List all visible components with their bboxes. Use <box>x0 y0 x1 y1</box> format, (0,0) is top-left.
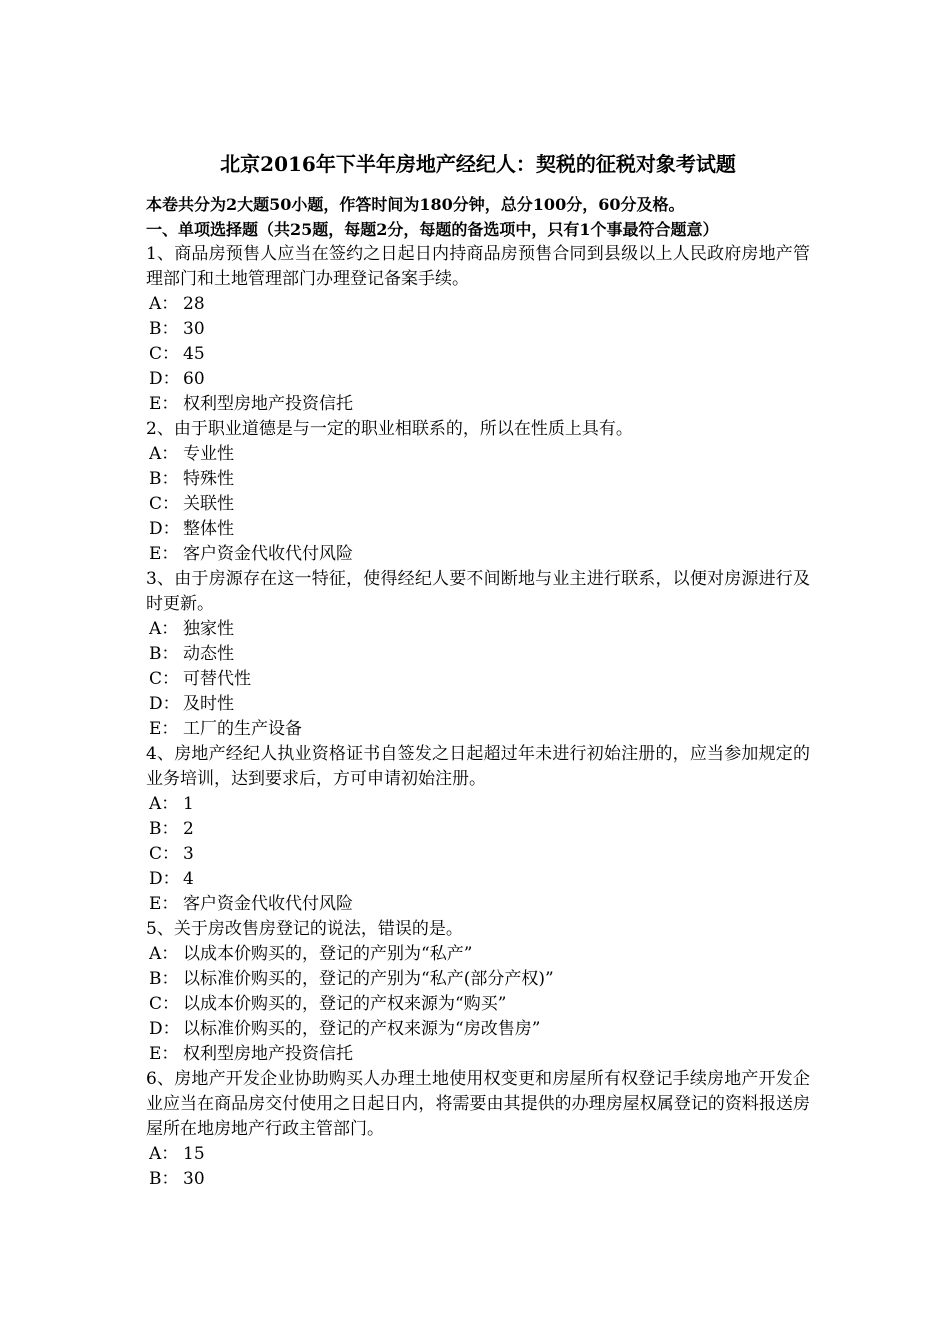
answer-option <box>146 317 810 342</box>
answer-option <box>146 442 810 467</box>
answer-option <box>146 642 810 667</box>
answer-option <box>146 367 810 392</box>
option-text: 1 <box>183 794 194 814</box>
option-letter: C： <box>149 669 180 689</box>
answer-option <box>146 1042 810 1067</box>
option-letter: A： <box>149 944 179 964</box>
option-text: 以标准价购买的，登记的产别为“私产(部分产权)” <box>183 969 554 989</box>
option-letter: C： <box>149 994 180 1014</box>
answer-option <box>146 617 810 642</box>
option-text: 28 <box>183 294 205 314</box>
option-letter: B： <box>149 1169 179 1189</box>
question-stem: 3、由于房源存在这一特征，使得经纪人要不间断地与业主进行联系，以便对房源进行及时更新。 <box>146 569 810 614</box>
option-letter: E： <box>149 894 179 914</box>
answer-option <box>146 992 810 1017</box>
option-text: 工厂的生产设备 <box>183 719 302 739</box>
answer-option <box>146 967 810 992</box>
option-text: 3 <box>183 844 194 864</box>
option-letter: E： <box>149 719 179 739</box>
answer-option <box>146 867 810 892</box>
option-text: 15 <box>183 1144 205 1164</box>
option-letter: B： <box>149 644 179 664</box>
answer-option <box>146 467 810 492</box>
option-text: 动态性 <box>183 644 234 664</box>
answer-option <box>146 542 810 567</box>
question-item <box>146 1067 810 1192</box>
option-text: 权利型房地产投资信托 <box>183 394 353 414</box>
option-text: 4 <box>183 869 194 889</box>
option-text: 独家性 <box>183 619 234 639</box>
option-text: 客户资金代收代付风险 <box>183 894 353 914</box>
question-item <box>146 917 810 1067</box>
option-letter: B： <box>149 819 179 839</box>
option-letter: C： <box>149 494 180 514</box>
option-letter: D： <box>149 694 180 714</box>
question-item <box>146 567 810 742</box>
option-text: 整体性 <box>183 519 234 539</box>
option-text: 及时性 <box>183 694 234 714</box>
answer-option <box>146 392 810 417</box>
option-letter: D： <box>149 1019 180 1039</box>
option-text: 专业性 <box>183 444 234 464</box>
document-page <box>146 150 810 1192</box>
option-text: 45 <box>183 344 205 364</box>
question-stem: 1、商品房预售人应当在签约之日起日内持商品房预售合同到县级以上人民政府房地产管理部门和土地管理部门办理登记备案手续。 <box>146 244 810 289</box>
answer-option <box>146 942 810 967</box>
question-list <box>146 242 810 1192</box>
option-letter: B： <box>149 469 179 489</box>
answer-option <box>146 792 810 817</box>
answer-option <box>146 667 810 692</box>
section-heading: 一、单项选择题（共25题，每题2分，每题的备选项中，只有1个事最符合题意） <box>146 220 719 239</box>
question-item <box>146 742 810 917</box>
option-letter: A： <box>149 444 179 464</box>
question-stem: 6、房地产开发企业协助购买人办理土地使用权变更和房屋所有权登记手续房地产开发企业应当在商品房交付使用之日起日内，将需要由其提供的办理房屋权属登记的资料报送房屋所在地房地产行政主管部门。 <box>146 1069 810 1139</box>
option-letter: B： <box>149 319 179 339</box>
answer-option <box>146 692 810 717</box>
question-item <box>146 242 810 417</box>
option-text: 权利型房地产投资信托 <box>183 1044 353 1064</box>
option-text: 以成本价购买的，登记的产别为“私产” <box>183 944 473 964</box>
question-stem: 4、房地产经纪人执业资格证书自签发之日起超过年未进行初始注册的，应当参加规定的业务培训，达到要求后，方可申请初始注册。 <box>146 744 810 789</box>
option-text: 关联性 <box>183 494 234 514</box>
option-letter: E： <box>149 1044 179 1064</box>
exam-intro: 本卷共分为2大题50小题，作答时间为180分钟，总分100分，60分及格。 <box>146 195 685 214</box>
option-letter: D： <box>149 869 180 889</box>
option-text: 30 <box>183 319 205 339</box>
option-letter: A： <box>149 294 179 314</box>
answer-option <box>146 842 810 867</box>
document-title: 北京2016年下半年房地产经纪人：契税的征税对象考试题 <box>220 152 736 176</box>
option-text: 客户资金代收代付风险 <box>183 544 353 564</box>
option-text: 30 <box>183 1169 205 1189</box>
answer-option <box>146 1017 810 1042</box>
answer-option <box>146 1142 810 1167</box>
question-stem: 5、关于房改售房登记的说法，错误的是。 <box>146 919 463 939</box>
answer-option <box>146 492 810 517</box>
option-text: 60 <box>183 369 205 389</box>
option-text: 可替代性 <box>183 669 251 689</box>
answer-option <box>146 892 810 917</box>
answer-option <box>146 717 810 742</box>
answer-option <box>146 292 810 317</box>
option-letter: A： <box>149 619 179 639</box>
option-letter: A： <box>149 794 179 814</box>
option-letter: E： <box>149 394 179 414</box>
answer-option <box>146 1167 810 1192</box>
option-letter: E： <box>149 544 179 564</box>
option-letter: C： <box>149 344 180 364</box>
option-letter: D： <box>149 519 180 539</box>
option-text: 特殊性 <box>183 469 234 489</box>
option-text: 以标准价购买的，登记的产权来源为“房改售房” <box>183 1019 541 1039</box>
answer-option <box>146 817 810 842</box>
option-letter: B： <box>149 969 179 989</box>
option-letter: D： <box>149 369 180 389</box>
option-letter: C： <box>149 844 180 864</box>
answer-option <box>146 517 810 542</box>
option-text: 以成本价购买的，登记的产权来源为“购买” <box>183 994 507 1014</box>
option-letter: A： <box>149 1144 179 1164</box>
answer-option <box>146 342 810 367</box>
question-stem: 2、由于职业道德是与一定的职业相联系的，所以在性质上具有。 <box>146 419 633 439</box>
option-text: 2 <box>183 819 194 839</box>
question-item <box>146 417 810 567</box>
